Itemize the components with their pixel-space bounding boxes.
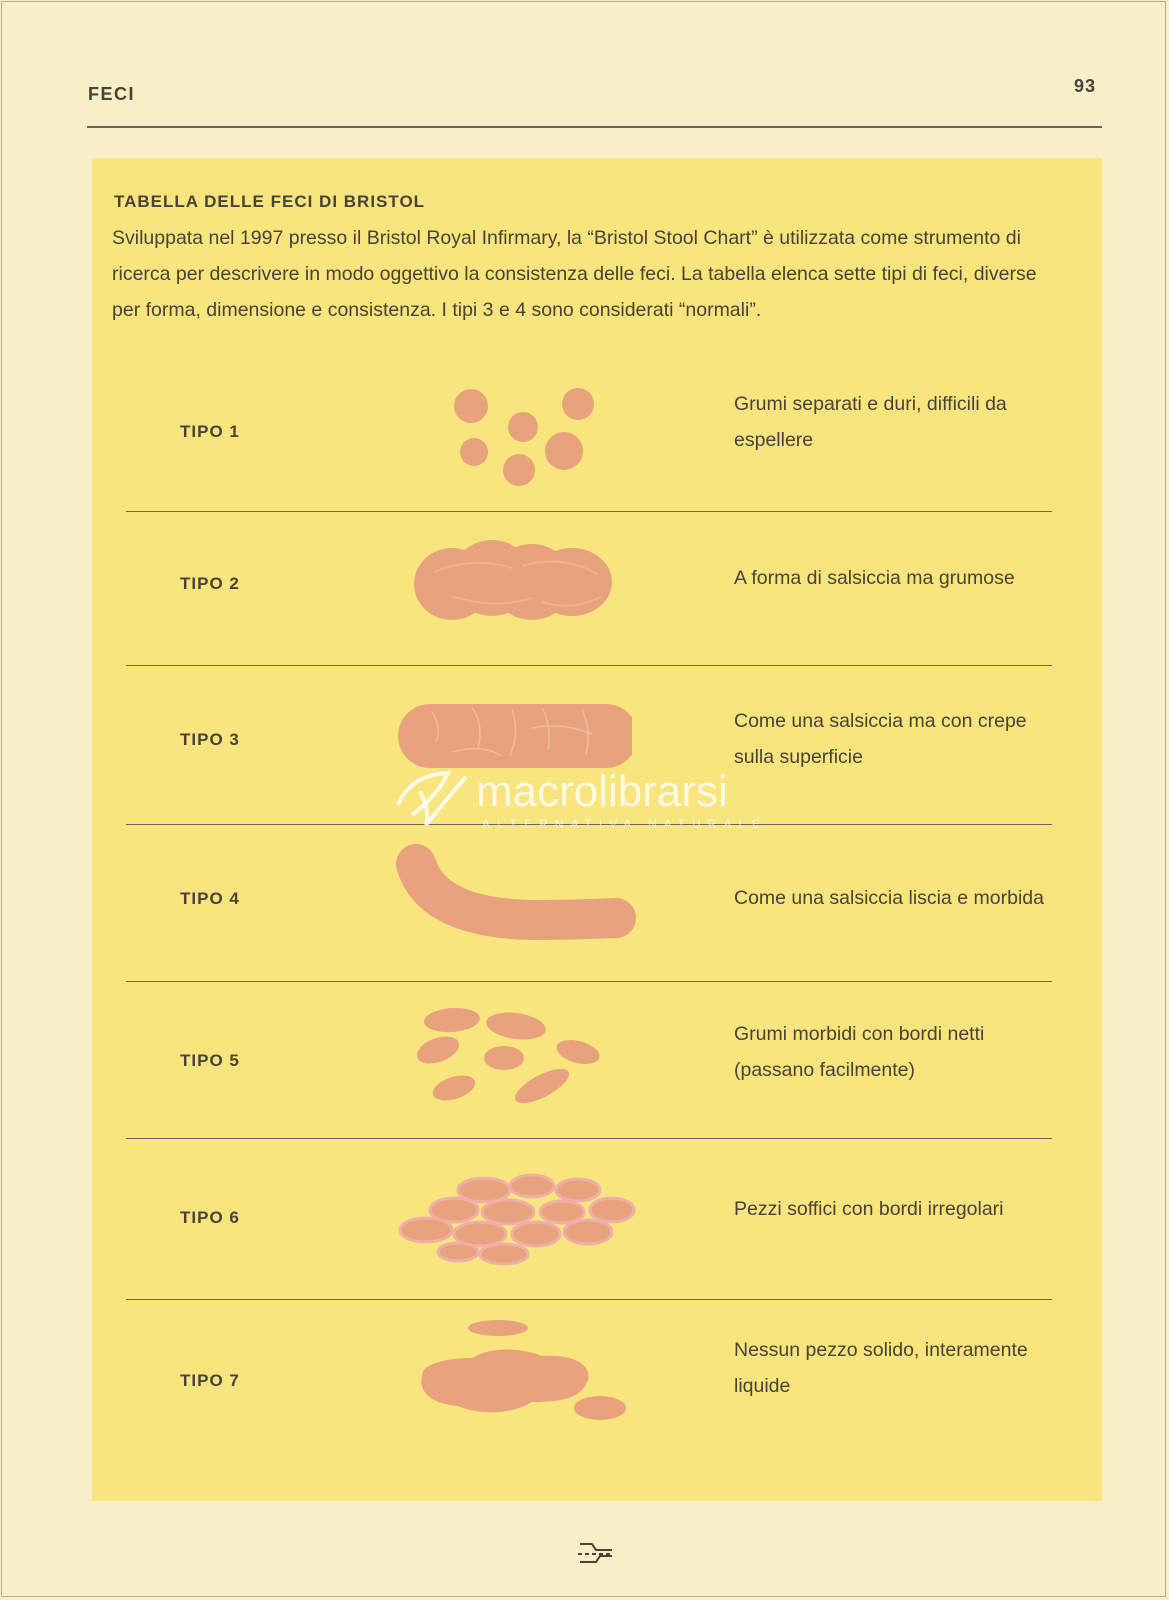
lumpy-sausage-icon	[392, 536, 632, 626]
row-divider	[126, 665, 1052, 666]
type-1-label: TIPO 1	[180, 422, 240, 441]
type-4-description: Come una salsiccia liscia e morbida	[734, 887, 1044, 909]
box-title: TABELLA DELLE FECI DI BRISTOL	[114, 192, 426, 211]
row-divider	[126, 1299, 1052, 1300]
smooth-sausage-icon	[392, 842, 642, 942]
type-4-label: TIPO 4	[180, 889, 240, 908]
header-divider	[87, 126, 1102, 128]
type-1-description: Grumi separati e duri, difficili da espellere	[734, 393, 1007, 451]
box-intro: Sviluppata nel 1997 presso il Bristol Royal Infirmary, la “Bristol Stool Chart” è utilizzata come strumento di ricerca per descrivere in modo oggettivo la consistenza delle feci. La tabella elenca sette tipi di feci, diverse per forma, dimensione e consistenza. I tipi 3 e 4 sono considerati “normali”.	[112, 227, 1037, 321]
type-7-label: TIPO 7	[180, 1371, 240, 1390]
watermark-name: macrolibrarsi	[476, 767, 728, 816]
publisher-logo-icon	[576, 1536, 616, 1568]
page-number: 93	[1074, 76, 1097, 96]
type-6-label: TIPO 6	[180, 1208, 240, 1227]
soft-blobs-icon	[392, 1006, 632, 1116]
type-5-label: TIPO 5	[180, 1051, 240, 1070]
bristol-chart-box	[92, 158, 1102, 1501]
type-3-label: TIPO 3	[180, 730, 240, 749]
row-divider	[126, 824, 1052, 825]
fluffy-pieces-icon	[392, 1168, 642, 1268]
type-6-description: Pezzi soffici con bordi irregolari	[734, 1198, 1004, 1220]
type-5-description: Grumi morbidi con bordi netti (passano facilmente)	[734, 1023, 985, 1081]
type-2-label: TIPO 2	[180, 574, 240, 593]
row-divider	[126, 511, 1052, 512]
watermark-tagline: ALTERNATIVA NATURALE	[482, 817, 768, 831]
separate-lumps-icon	[392, 380, 612, 490]
liquid-icon	[392, 1318, 632, 1428]
cracked-sausage-icon	[392, 698, 632, 778]
row-divider	[126, 1138, 1052, 1139]
running-head: FECI	[88, 84, 136, 104]
type-7-description: Nessun pezzo solido, interamente liquide	[734, 1339, 1028, 1397]
type-2-description: A forma di salsiccia ma grumose	[734, 567, 1015, 589]
type-3-description: Come una salsiccia ma con crepe sulla superficie	[734, 710, 1027, 768]
row-divider	[126, 981, 1052, 982]
